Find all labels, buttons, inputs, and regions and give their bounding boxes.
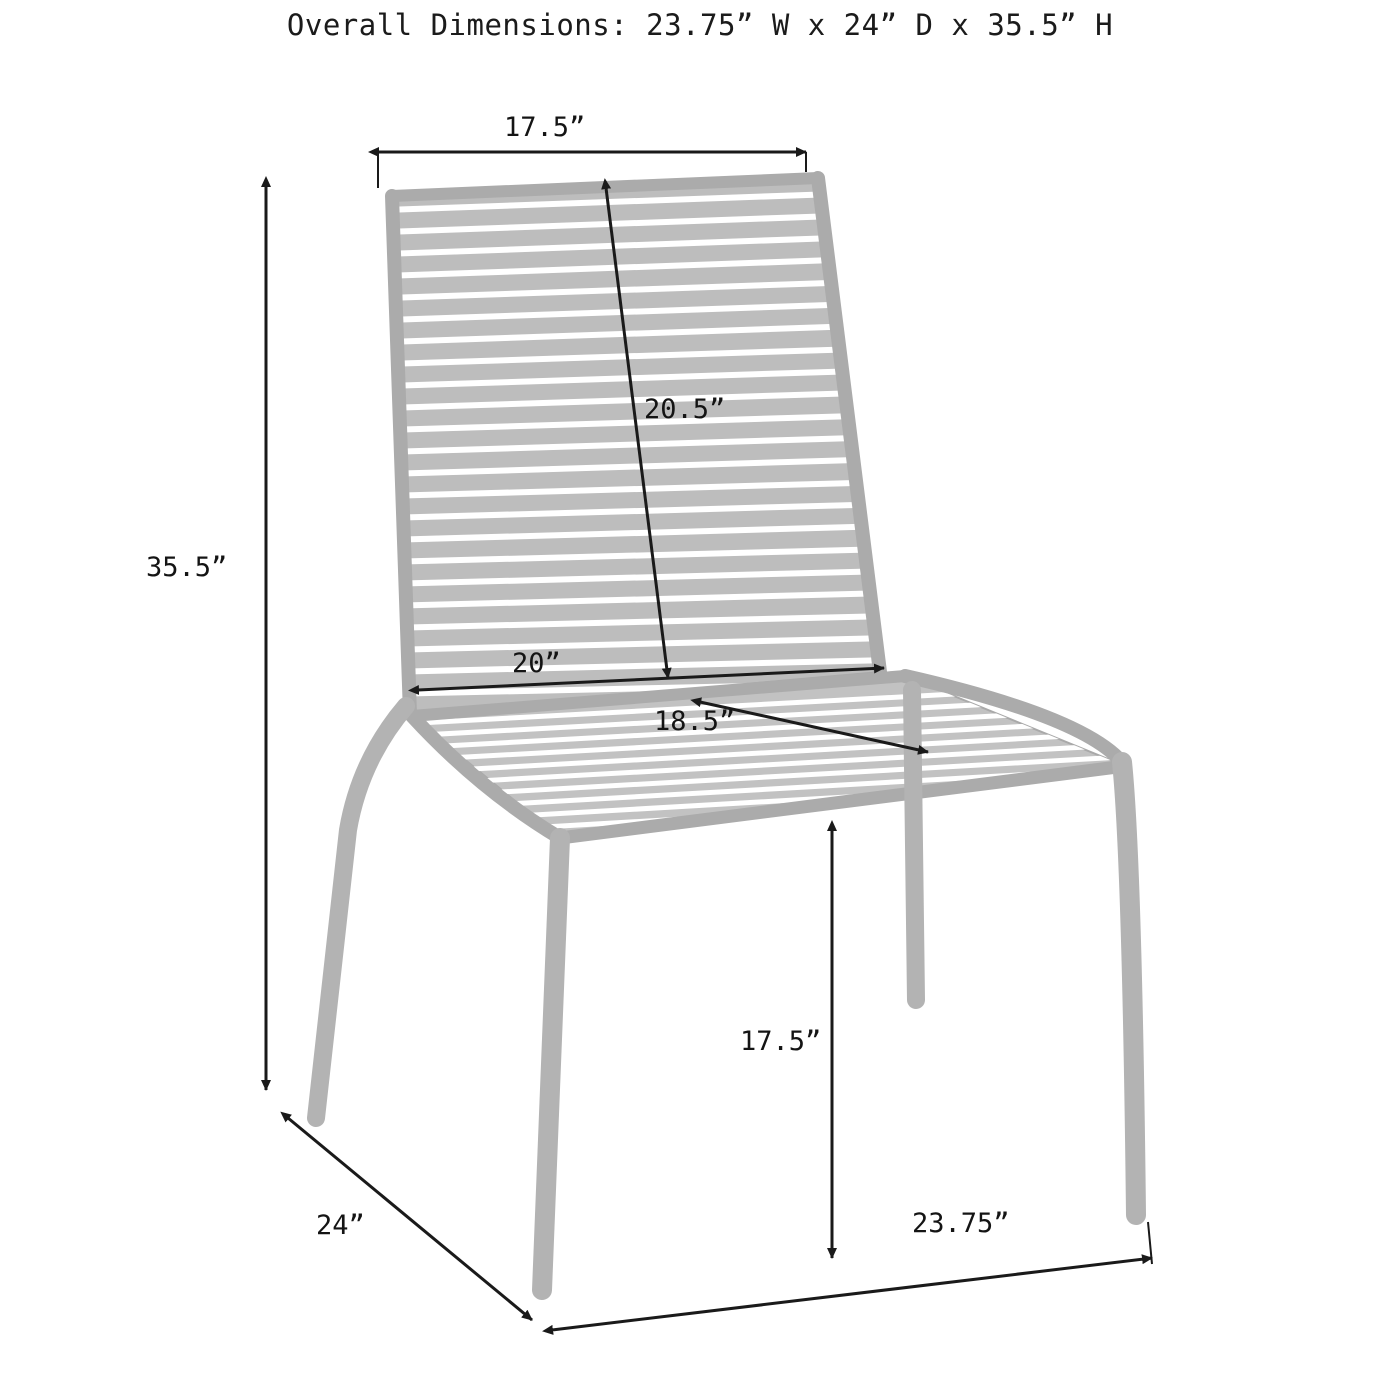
chair-leg-rear-right bbox=[912, 690, 916, 1000]
dimension-label-seat-width: 20” bbox=[512, 648, 561, 679]
dimension-label-back-width: 17.5” bbox=[504, 112, 586, 143]
chair-leg-rear-left bbox=[316, 706, 406, 1118]
chair-leg-front-right bbox=[1122, 762, 1136, 1215]
page-title: Overall Dimensions: 23.75” W x 24” D x 35.5” H bbox=[286, 8, 1114, 42]
dimension-label-back-height: 20.5” bbox=[644, 394, 726, 425]
dimension-label-overall-depth: 24” bbox=[316, 1210, 365, 1241]
dimension-label-seat-depth: 18.5” bbox=[654, 706, 736, 737]
chair-leg-front-left bbox=[542, 838, 560, 1290]
dimension-label-overall-height: 35.5” bbox=[146, 552, 228, 583]
dimension-label-overall-width: 23.75” bbox=[912, 1208, 1010, 1239]
dimension-line-overall-width bbox=[552, 1258, 1152, 1330]
dimension-label-seat-height: 17.5” bbox=[740, 1026, 822, 1057]
